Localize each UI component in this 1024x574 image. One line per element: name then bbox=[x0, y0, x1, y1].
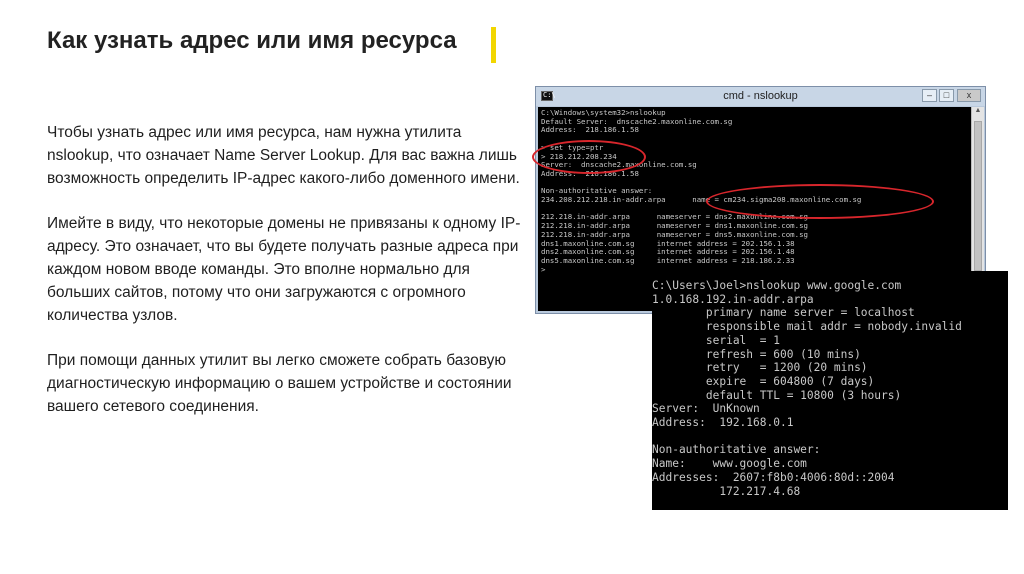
cmd-console-line: 212.218.in-addr.arpa nameserver = dns5.maxonline.com.sg bbox=[541, 229, 808, 239]
console2-line: retry = 1200 (20 mins) bbox=[652, 361, 868, 375]
paragraph-3: При помощи данных утилит вы легко сможете собрать базовую диагностическую информацию о вашем устройстве и состоянии вашего сетевого соединения. bbox=[47, 352, 512, 415]
paragraph-2: Имейте в виду, что некоторые домены не привязаны к одному IP-адресу. Это означает, что вы будете получать разные адреса при каждом новом вводе команды. Это вполне нормально для больших сайтов, потому что они загружаются с огромного количества узлов. bbox=[47, 215, 521, 324]
console2-line: C:\Users\Joel>nslookup www.google.com bbox=[652, 279, 902, 292]
cmd-console-line: Non-authoritative answer: bbox=[541, 186, 653, 196]
console2-line: responsible mail addr = nobody.invalid bbox=[652, 320, 962, 334]
cmd-window-title: cmd - nslookup bbox=[723, 90, 798, 102]
maximize-button[interactable]: □ bbox=[939, 89, 954, 102]
console-screenshot-google bbox=[652, 271, 1008, 510]
cmd-console-line: Server: dnscache2.maxonline.com.sg bbox=[541, 160, 697, 170]
console2-line: Non-authoritative answer: bbox=[652, 443, 821, 457]
cmd-console-line: dns5.maxonline.com.sg internet address = 218.186.2.33 bbox=[541, 255, 795, 265]
console2-line: primary name server = localhost bbox=[652, 306, 915, 320]
console2-line: 172.217.4.68 bbox=[652, 484, 801, 498]
cmd-window-titlebar[interactable] bbox=[536, 87, 985, 106]
close-button[interactable]: x bbox=[957, 89, 981, 102]
console2-line: Addresses: 2607:f8b0:4006:80d::2004 bbox=[652, 470, 895, 484]
cmd-console-line: dns2.maxonline.com.sg internet address = 202.156.1.48 bbox=[541, 247, 795, 257]
cmd-console-line: Address: 218.186.1.58 bbox=[541, 125, 639, 135]
highlight-ellipse-ptr-query bbox=[532, 140, 646, 174]
minimize-button[interactable]: – bbox=[922, 89, 937, 102]
cmd-console-line: C:\Windows\system32>nslookup bbox=[541, 108, 666, 117]
scroll-up-icon[interactable]: ▲ bbox=[974, 107, 982, 114]
console2-line: Name: www.google.com bbox=[652, 457, 807, 471]
cmd-console-line: > 218.212.208.234 bbox=[541, 151, 617, 161]
highlight-ellipse-name-result bbox=[706, 184, 934, 219]
cmd-console-line: > set type=ptr bbox=[541, 142, 604, 152]
cmd-console-line: 234.208.212.218.in-addr.arpa name = cm234.sigma208.maxonline.com.sg bbox=[541, 195, 862, 205]
console2-line: serial = 1 bbox=[652, 333, 780, 347]
console2-text bbox=[652, 271, 1008, 498]
console2-line: Address: 192.168.0.1 bbox=[652, 416, 794, 430]
cmd-console-line: Address: 218.186.1.58 bbox=[541, 168, 639, 178]
cmd-console-line: dns1.maxonline.com.sg internet address = 202.156.1.38 bbox=[541, 238, 795, 248]
console2-line: default TTL = 10800 (3 hours) bbox=[652, 388, 902, 402]
cmd-icon: C:\ bbox=[543, 91, 556, 99]
scroll-thumb[interactable] bbox=[974, 121, 982, 271]
cmd-console-line: > bbox=[541, 264, 546, 274]
console2-line: refresh = 600 (10 mins) bbox=[652, 347, 861, 361]
cmd-console-line: 212.218.in-addr.arpa nameserver = dns1.maxonline.com.sg bbox=[541, 221, 808, 231]
console2-line: Server: UnKnown bbox=[652, 402, 760, 416]
title-accent-bar bbox=[491, 27, 496, 63]
console2-line: 1.0.168.192.in-addr.arpa bbox=[652, 292, 814, 306]
paragraph-1: Чтобы узнать адрес или имя ресурса, нам нужна утилита nslookup, что означает Name Server Lookup. Для вас важна лишь возможность определить IP-адрес какого-либо доменного имени. bbox=[47, 124, 520, 187]
cmd-console-line: 212.218.in-addr.arpa nameserver = dns2.maxonline.com.sg bbox=[541, 212, 808, 222]
slide-body bbox=[47, 121, 532, 440]
console2-line: expire = 604800 (7 days) bbox=[652, 374, 875, 388]
cmd-console-line: Default Server: dnscache2.maxonline.com.sg bbox=[541, 116, 733, 126]
slide-title: Как узнать адрес или имя ресурса bbox=[47, 27, 457, 54]
